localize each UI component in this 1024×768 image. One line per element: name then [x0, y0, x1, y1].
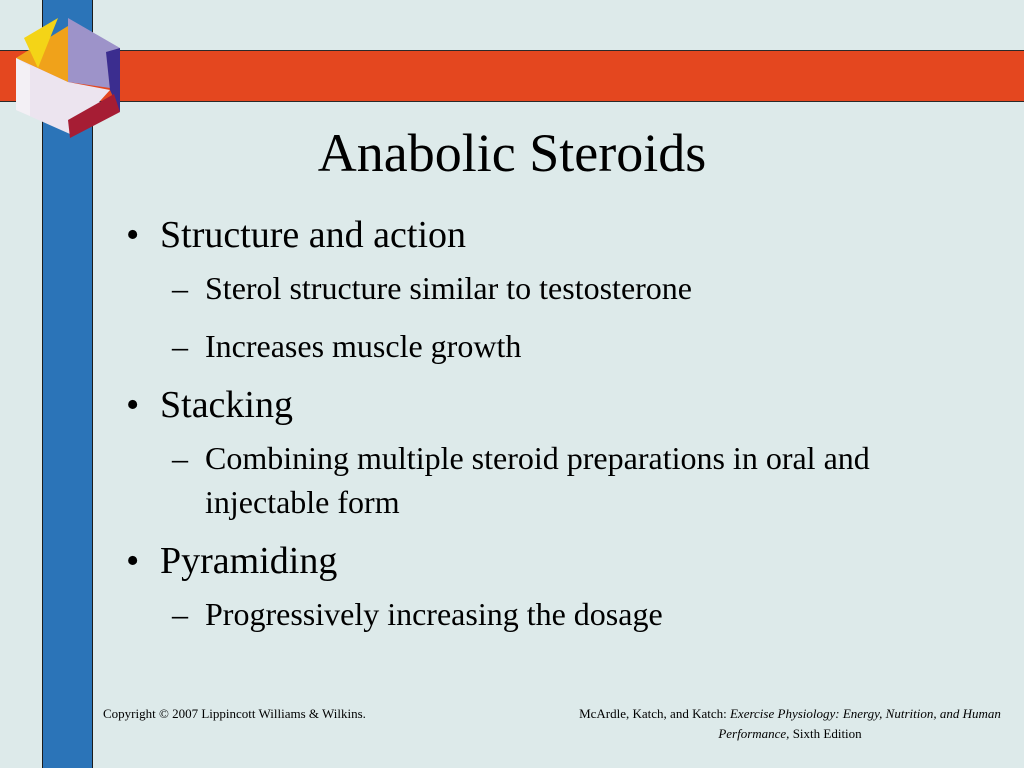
- citation-authors: McArdle, Katch, and Katch:: [579, 706, 730, 721]
- sub-bullet-item: [120, 324, 1000, 368]
- bullet-text: Structure and action: [160, 214, 467, 256]
- sub-bullet-item: [120, 266, 1000, 310]
- sub-bullet-text: Increases muscle growth: [205, 328, 522, 364]
- bullet-item: [120, 382, 1000, 428]
- sub-bullet-item: [120, 592, 1000, 636]
- slide-title: Anabolic Steroids: [317, 123, 707, 183]
- horizontal-accent-bar: [0, 50, 1024, 102]
- sub-bullet-text: Combining multiple steroid preparations in oral and injectable form: [205, 440, 870, 520]
- bullet-list: [120, 212, 1000, 650]
- bullet-text: Stacking: [160, 384, 293, 426]
- bullet-item: [120, 212, 1000, 258]
- citation-book-title: Exercise Physiology: Energy, Nutrition, and Human Performance,: [718, 706, 1001, 741]
- bullet-text: Pyramiding: [160, 540, 338, 582]
- citation-footer: [560, 704, 1020, 744]
- sub-bullet-marker: –: [172, 596, 188, 632]
- sub-bullet-text: Progressively increasing the dosage: [205, 596, 663, 632]
- sub-bullet-marker: –: [172, 328, 188, 364]
- sub-bullet-marker: –: [172, 440, 188, 476]
- sub-bullet-item: [120, 436, 1000, 524]
- citation-edition: Sixth Edition: [789, 726, 862, 741]
- bullet-marker: •: [126, 214, 140, 256]
- copyright-footer: Copyright © 2007 Lippincott Williams & Wilkins.: [103, 706, 366, 721]
- bullet-marker: •: [126, 540, 140, 582]
- bullet-item: [120, 538, 1000, 584]
- bullet-marker: •: [126, 384, 140, 426]
- sub-bullet-text: Sterol structure similar to testosterone: [205, 270, 692, 306]
- sub-bullet-marker: –: [172, 270, 188, 306]
